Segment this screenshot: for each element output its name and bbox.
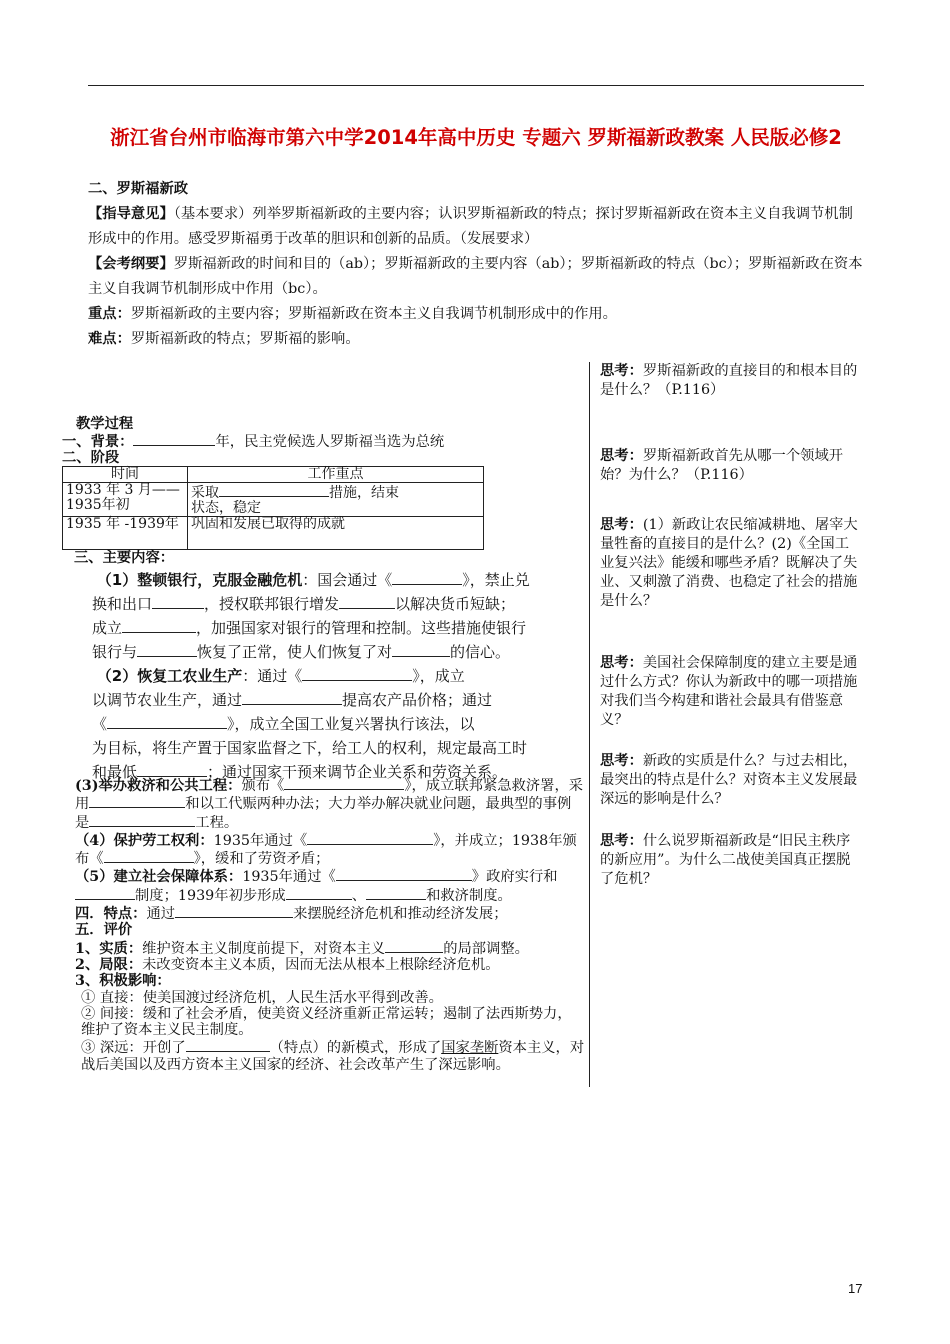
think-box [600,516,862,611]
line-text: 和以工代赈两种办法；大力举办解决就业问题，最典型的事例是 [75,796,572,831]
bold-heading: 四．特点： [75,906,147,923]
column-divider [589,362,590,1087]
blank-field [137,643,197,657]
blank-field [137,763,207,777]
cell-text: 采取 [191,485,219,501]
think-text: 什么说罗斯福新政是“旧民主秩序的新应用”。为什么二战使美国真正摆脱了危机？ [600,833,851,887]
blank-field [75,886,135,900]
think-label: 思考： [600,753,643,769]
blank-field [107,715,227,729]
content-line [75,831,585,868]
line-text: 以解决货币短缺； [395,595,516,613]
line-text: 成立 [92,619,123,637]
blank-field [336,867,472,881]
document-title: 浙江省台州市临海市第六中学2014年高中历史 专题六 罗斯福新政教案 人民版必修2 [110,126,842,149]
content-line [75,939,585,957]
content-heading: 三、主要内容： [74,550,175,566]
line-text: ③ 深远：开创了 [81,1040,186,1057]
stage-table [62,466,484,550]
difficulty-text: 罗斯福新政的特点；罗斯福的影响。 [130,331,360,347]
teaching-process [62,416,582,566]
stage-heading: 二、阶段 [62,450,120,466]
intro-section [88,177,866,352]
line-text: 工程。 [195,814,239,831]
blank-field [89,794,185,808]
content-line: ② 间接：缓和了社会矛盾，使美资义经济重新正常运转；遏制了法西斯势力，维护了资本主义民主制度。 [81,1005,572,1039]
line-text: 》，禁止兑 [462,571,530,589]
think-label: 思考： [600,363,643,379]
difficulty-paragraph [88,327,866,352]
blank-field [366,886,426,900]
content-line [92,712,544,736]
table-row [63,483,484,517]
blank-field [175,904,293,918]
line-text: 来摆脱经济危机和推动经济发展； [293,906,508,923]
table-header: 时间 [63,467,188,483]
background-label: 一、背景： [62,434,134,450]
think-label: 思考： [600,655,643,671]
table-cell: 巩固和发展已取得的成就 [188,517,484,550]
line-text: 以调节农业生产，通过 [92,691,243,709]
difficulty-label: 难点： [88,331,131,347]
content-line [92,568,544,592]
table-header: 工作重点 [188,467,484,483]
line-text: 》，成立 [412,667,465,685]
key-label: 重点： [88,306,131,322]
think-box [600,447,862,485]
think-box [600,654,862,730]
line-text: 资本主义，对战后美国以及西方资本主义国家的经济、社会改革产生了深远影响。 [81,1040,585,1073]
line-text: 银行与 [92,643,138,661]
bold-heading: 3、积极影响： [75,973,171,990]
table-cell: 1933 年 3 月——1935年初 [63,483,188,517]
line-text: 提高农产品价格；通过 [342,691,493,709]
blank-field [152,595,204,609]
blank-field [219,483,329,497]
think-label: 思考： [600,448,643,464]
bold-heading: （2）恢复工农业生产 [96,667,243,685]
content-line [75,957,585,973]
think-text: 罗斯福新政的直接目的和根本目的是什么？（P.116） [600,363,858,398]
blank-field [385,939,443,953]
think-text: 美国社会保障制度的建立主要是通过什么方式？你认为新政中的哪一项措施对我们当今构建和谐社会最具有借鉴意义？ [600,655,858,728]
main-content-block [92,568,544,784]
line-text: 的局部调整。 [443,940,529,957]
blank-field [286,886,352,900]
line-text: 》，缓和了劳资矛盾； [193,851,330,868]
content-line [75,904,585,922]
guide-text: （基本要求）列举罗斯福新政的主要内容；认识罗斯福新政的特点；探讨罗斯福新政在资本主义自我调节机制形成中的作用。感受罗斯福勇于改革的胆识和创新的品质。（发展要求） [88,206,853,247]
background-text: 年，民主党候选人罗斯福当选为总统 [215,434,445,450]
page-number: 17 [848,1281,863,1296]
line-text: ：通过《 [242,667,303,685]
think-box [600,752,862,809]
blank-field [242,691,342,705]
blank-field [89,813,195,827]
blank-field [186,1038,270,1052]
line-text: 》，并成立；1938年颁布《 [75,832,577,868]
key-text: 罗斯福新政的主要内容；罗斯福新政在资本主义自我调节机制形成中的作用。 [130,306,617,322]
bold-heading: （1）整顿银行，克服金融危机 [96,571,303,589]
content-line [92,688,544,712]
blank-field [392,571,462,585]
think-box [600,362,862,400]
background-line [62,432,582,450]
bold-heading: 1、实质： [75,940,143,957]
blank-field [133,432,215,446]
line-text: 《 [92,715,108,733]
exam-paragraph [88,252,866,302]
blank-field [302,667,412,681]
table-cell: 1935 年 -1939年 [63,517,188,550]
table-cell [188,483,484,517]
cell-text: 措施，结束 [329,485,399,501]
content-line [75,867,585,904]
blank-field [307,831,433,845]
line-text: （特点）的新模式，形成了 [269,1040,442,1057]
line-text: 未改变资本主义本质，因而无法从根本上根除经济危机。 [142,956,500,973]
line-text: 通过 [146,906,176,923]
table-row [63,517,484,550]
table-header-row [63,467,484,483]
bold-heading: 2、局限： [75,956,143,973]
blank-field [122,619,196,633]
think-label: 思考： [600,517,643,533]
think-box [600,832,862,889]
exam-text: 罗斯福新政的时间和目的（ab）；罗斯福新政的主要内容（ab）；罗斯福新政的特点（bc）；罗斯福新政在资本主义自我调节机制形成中作用（bc）。 [88,256,863,297]
content-line [92,616,544,640]
line-text: ；通过国家干预来调节企业关系和劳资关系。 [207,763,508,781]
line-text: 》，成立全国工业复兴署执行该法，以 [227,715,475,733]
line-text: ，授权联邦银行增发 [204,595,340,613]
line-text: 换和出口 [92,595,153,613]
exam-label: 【会考纲要】 [88,256,174,272]
line-text: 和救济制度。 [426,887,512,904]
line-text: 》政府实行和 [471,869,558,886]
underlined-text: 国家垄断 [441,1040,499,1057]
content-line [92,640,544,664]
remaining-content [75,776,585,1073]
content-line [75,922,585,938]
blank-field [339,595,395,609]
content-line [92,592,544,616]
line-text: ，加强国家对银行的管理和控制。这些措施使银行 [196,619,527,637]
section-heading: 二、罗斯福新政 [88,181,189,197]
think-text: 罗斯福新政首先从哪一个领域开始？为什么？（P.116） [600,448,844,483]
blank-field [284,776,404,790]
line-text: 维护资本主义制度前提下，对资本主义 [142,940,386,957]
content-line [75,776,585,831]
bold-heading: (3)举办救济和公共工程： [75,778,242,794]
blank-field [392,643,450,657]
guide-paragraph [88,202,866,252]
bold-heading: 五．评价 [75,922,133,939]
content-line [75,973,585,989]
line-text: 》，成立联邦紧急救济署，采用 [75,778,584,813]
line-text: 、 [351,887,367,904]
line-text: 的信心。 [450,643,511,661]
line-text: 1935年通过《 [242,869,336,886]
content-line [92,664,544,688]
line-text: 恢复了正常，使人们恢复了对 [197,643,393,661]
line-text: ：国会通过《 [302,571,393,589]
bold-heading: （4）保护劳工权利： [75,832,214,849]
line-text: 颁布《 [241,778,285,794]
think-text: 新政的实质是什么？与过去相比，最突出的特点是什么？对资本主义发展最深远的影响是什么？ [600,753,858,807]
blank-field [104,849,194,863]
content-line [75,1038,585,1073]
line-text: 制度；1939年初步形成 [135,887,286,904]
content-line: ① 直接：使美国渡过经济危机，人民生活水平得到改善。 [81,989,443,1006]
think-text: (1）新政让农民缩减耕地、屠宰大量牲畜的直接目的是什么？(2)《全国工业复兴法》能缓和哪些矛盾？既解决了失业、又刺激了消费、也稳定了社会的措施是什么？ [600,517,858,609]
process-heading: 教学过程 [76,416,134,432]
header-rule [88,85,864,86]
guide-label: 【指导意见】 [88,206,174,222]
bold-heading: （5）建立社会保障体系： [75,869,243,886]
line-text: 1935年通过《 [213,832,308,849]
line-text: 和最低 [92,763,138,781]
key-paragraph [88,302,866,327]
content-line: 为目标，将生产置于国家监督之下，给工人的权利，规定最高工时 [92,739,528,757]
cell-text: 状态，稳定 [191,500,261,516]
think-label: 思考： [600,833,643,849]
